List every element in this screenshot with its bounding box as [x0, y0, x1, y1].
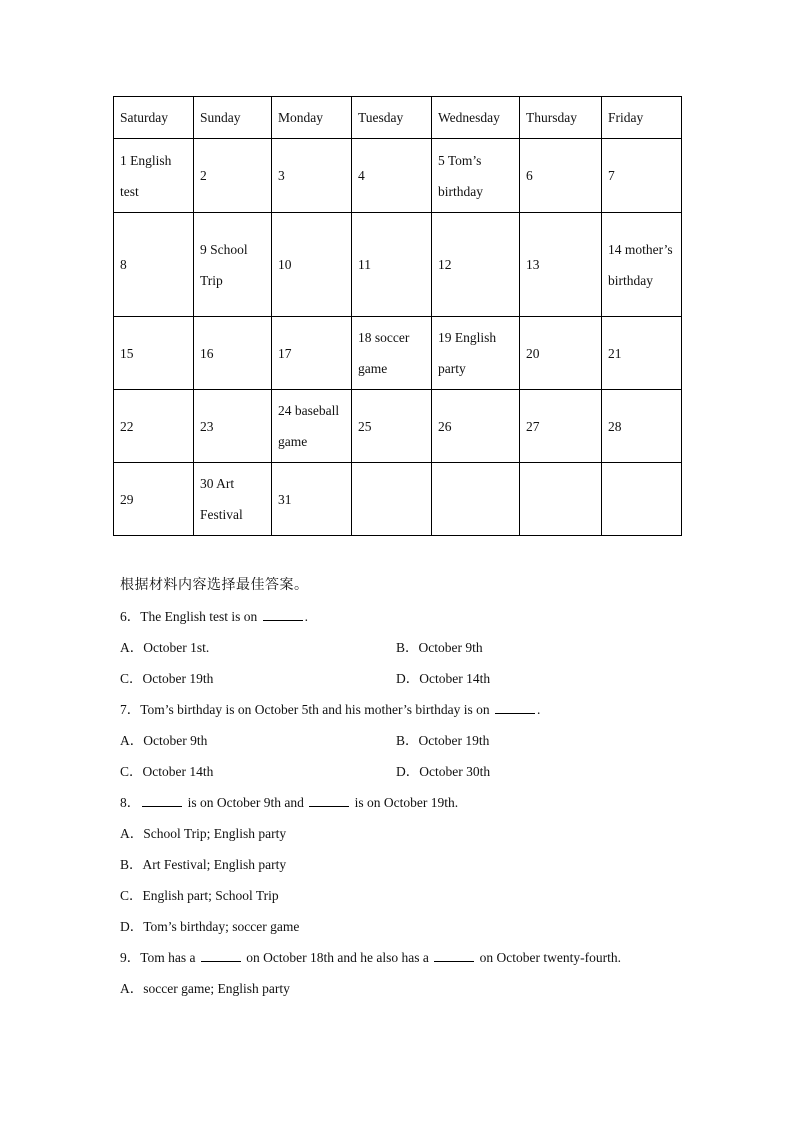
questions-section — [120, 570, 680, 1004]
option-b[interactable]: B．October 19th — [396, 733, 490, 748]
question-stem: 7．Tom’s birthday is on October 5th and his mother’s birthday is on . — [120, 694, 680, 725]
answer-blank — [495, 699, 535, 714]
calendar-day-cell: 16 — [194, 317, 272, 390]
calendar-week-row — [114, 213, 682, 317]
calendar-day-cell: 17 — [272, 317, 352, 390]
question-stem: 8． is on October 9th and is on October 19th. — [120, 787, 680, 818]
calendar-day-cell: 7 — [602, 139, 682, 213]
calendar-day-cell: 30 Art Festival — [194, 463, 272, 536]
calendar-header-cell: Thursday — [520, 97, 602, 139]
calendar-header-cell: Tuesday — [352, 97, 432, 139]
instruction-text: 根据材料内容选择最佳答案。 — [120, 577, 309, 593]
calendar-day-cell — [352, 463, 432, 536]
calendar-header-row — [114, 97, 682, 139]
question-stem: 9．Tom has a on October 18th and he also has a on October twenty-fourth. — [120, 942, 680, 973]
calendar-header-cell: Monday — [272, 97, 352, 139]
calendar-day-cell: 15 — [114, 317, 194, 390]
option-c[interactable]: C．October 14th — [120, 764, 214, 779]
calendar-day-cell: 1 English test — [114, 139, 194, 213]
question-8 — [120, 787, 680, 942]
october-calendar-table — [113, 96, 682, 536]
question-stem: 6．The English test is on . — [120, 601, 680, 632]
calendar-day-cell: 20 — [520, 317, 602, 390]
calendar-week-row — [114, 390, 682, 463]
option-b[interactable]: B．October 9th — [396, 640, 483, 655]
calendar-week-row — [114, 139, 682, 213]
answer-blank — [142, 792, 182, 807]
calendar-day-cell: 28 — [602, 390, 682, 463]
calendar-day-cell: 2 — [194, 139, 272, 213]
answer-blank — [434, 947, 474, 962]
calendar-day-cell — [602, 463, 682, 536]
option-a[interactable]: A．October 9th — [120, 733, 208, 748]
calendar-day-cell: 18 soccer game — [352, 317, 432, 390]
calendar-week-row — [114, 463, 682, 536]
calendar-header-cell: Wednesday — [432, 97, 520, 139]
option-d[interactable]: D．October 14th — [396, 671, 491, 686]
calendar-header-cell: Sunday — [194, 97, 272, 139]
calendar-day-cell: 31 — [272, 463, 352, 536]
calendar-day-cell: 25 — [352, 390, 432, 463]
calendar-header-cell: Friday — [602, 97, 682, 139]
question-7 — [120, 694, 680, 787]
option-a[interactable]: A．School Trip; English party — [120, 826, 287, 841]
calendar-day-cell: 11 — [352, 213, 432, 317]
option-a[interactable]: A．soccer game; English party — [120, 981, 290, 996]
option-d[interactable]: D．Tom’s birthday; soccer game — [120, 919, 300, 934]
calendar-day-cell: 3 — [272, 139, 352, 213]
calendar-day-cell: 23 — [194, 390, 272, 463]
calendar-day-cell: 8 — [114, 213, 194, 317]
question-6 — [120, 601, 680, 694]
option-c[interactable]: C．English part; School Trip — [120, 888, 279, 903]
calendar-day-cell: 14 mother’s birthday — [602, 213, 682, 317]
answer-blank — [309, 792, 349, 807]
calendar-day-cell: 12 — [432, 213, 520, 317]
calendar-day-cell: 6 — [520, 139, 602, 213]
calendar-day-cell — [520, 463, 602, 536]
option-c[interactable]: C．October 19th — [120, 671, 214, 686]
calendar-day-cell: 19 English party — [432, 317, 520, 390]
calendar-day-cell: 29 — [114, 463, 194, 536]
answer-blank — [263, 606, 303, 621]
calendar-day-cell: 21 — [602, 317, 682, 390]
calendar-day-cell: 27 — [520, 390, 602, 463]
calendar-day-cell: 9 School Trip — [194, 213, 272, 317]
calendar-header-cell: Saturday — [114, 97, 194, 139]
calendar-day-cell — [432, 463, 520, 536]
calendar-day-cell: 26 — [432, 390, 520, 463]
question-9 — [120, 942, 680, 1004]
option-b[interactable]: B．Art Festival; English party — [120, 857, 287, 872]
option-d[interactable]: D．October 30th — [396, 764, 491, 779]
calendar-day-cell: 22 — [114, 390, 194, 463]
calendar-week-row — [114, 317, 682, 390]
calendar-day-cell: 13 — [520, 213, 602, 317]
calendar-day-cell: 24 baseball game — [272, 390, 352, 463]
option-a[interactable]: A．October 1st. — [120, 640, 210, 655]
calendar-day-cell: 10 — [272, 213, 352, 317]
calendar-day-cell: 4 — [352, 139, 432, 213]
calendar-day-cell: 5 Tom’s birthday — [432, 139, 520, 213]
answer-blank — [201, 947, 241, 962]
